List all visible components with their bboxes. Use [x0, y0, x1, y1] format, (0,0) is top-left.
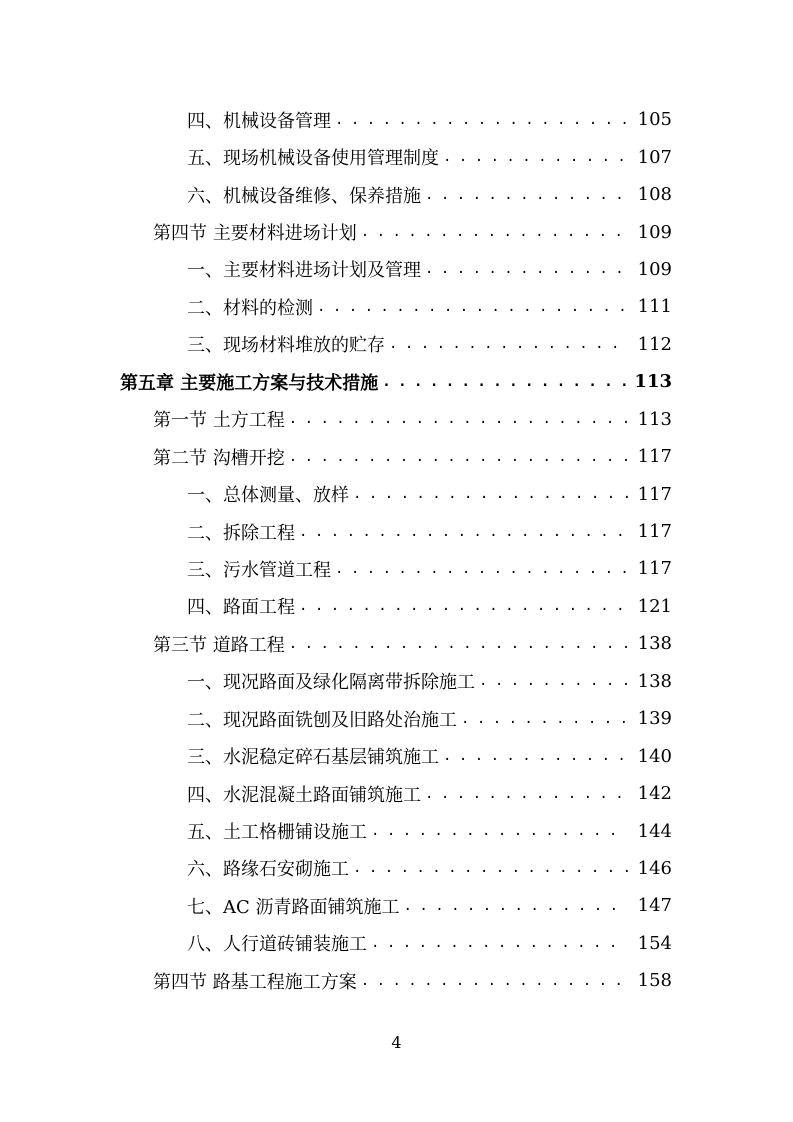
- toc-entry[interactable]: [0, 663, 793, 700]
- toc-entry-label: 八、人行道砖铺装施工: [187, 934, 367, 956]
- toc-entry-page: 121: [637, 595, 672, 617]
- toc-leader-dots: [443, 149, 628, 165]
- toc-entry[interactable]: [0, 513, 793, 550]
- toc-leader-dots: [425, 261, 628, 277]
- toc-entry-page: 138: [637, 670, 672, 692]
- toc-leader-dots: [371, 935, 628, 951]
- toc-entry-label: 第五章 主要施工方案与技术措施: [120, 372, 379, 394]
- toc-leader-dots: [335, 112, 628, 128]
- toc-entry[interactable]: [0, 925, 793, 962]
- page-number: 4: [391, 1033, 402, 1052]
- toc-leader-dots: [299, 524, 628, 540]
- toc-leader-dots: [425, 786, 628, 802]
- toc-leader-dots: [289, 636, 628, 652]
- toc-entry[interactable]: [0, 775, 793, 812]
- toc-leader-dots: [353, 860, 628, 876]
- toc-entry-page: 112: [637, 333, 672, 355]
- toc-entry-page: 144: [637, 820, 672, 842]
- toc-leader-dots: [389, 336, 628, 352]
- toc-entry-page: 140: [637, 745, 672, 767]
- toc-entry-page: 117: [637, 558, 672, 580]
- toc-leader-dots: [371, 823, 628, 839]
- toc-entry-label: 六、机械设备维修、保养措施: [187, 185, 421, 207]
- toc-leader-dots: [382, 374, 628, 390]
- toc-leader-dots: [299, 598, 628, 614]
- toc-leader-dots: [461, 711, 628, 727]
- toc-entry-page: 109: [637, 221, 672, 243]
- toc-entry-label: 第四节 路基工程施工方案: [153, 971, 357, 993]
- toc-entry-page: 117: [637, 446, 672, 468]
- toc-entry[interactable]: [0, 251, 793, 288]
- toc-leader-dots: [317, 299, 628, 315]
- toc-entry-page: 158: [637, 970, 672, 992]
- toc-leader-dots: [289, 411, 628, 427]
- toc-entry[interactable]: [0, 700, 793, 737]
- toc-entry-label: 七、AC 沥青路面铺筑施工: [187, 896, 400, 918]
- toc-entry[interactable]: [0, 438, 793, 475]
- toc-entry-label: 三、污水管道工程: [187, 559, 331, 581]
- toc-entry-label: 一、现况路面及绿化隔离带拆除施工: [187, 672, 475, 694]
- toc-entry-page: 109: [637, 258, 672, 280]
- toc-leader-dots: [335, 561, 628, 577]
- toc-entry[interactable]: [0, 625, 793, 662]
- toc-entry[interactable]: [0, 326, 793, 363]
- toc-entry-page: 147: [637, 895, 672, 917]
- toc-entry[interactable]: [0, 101, 793, 138]
- toc-entry-page: 138: [637, 633, 672, 655]
- toc-entry-label: 二、现况路面铣刨及旧路处治施工: [187, 709, 457, 731]
- toc-entry-page: 142: [637, 783, 672, 805]
- toc-entry[interactable]: [0, 138, 793, 175]
- toc-entry-label: 第三节 道路工程: [153, 634, 285, 656]
- toc-entry[interactable]: [0, 363, 793, 400]
- toc-entry-label: 二、材料的检测: [187, 297, 313, 319]
- toc-entry-label: 五、现场机械设备使用管理制度: [187, 148, 439, 170]
- toc-entry-page: 111: [637, 296, 672, 318]
- toc-entry[interactable]: [0, 550, 793, 587]
- toc-leader-dots: [443, 748, 628, 764]
- toc-entry-page: 146: [637, 857, 672, 879]
- toc-entry[interactable]: [0, 475, 793, 512]
- toc-leader-dots: [361, 973, 628, 989]
- toc-leader-dots: [479, 673, 628, 689]
- toc-leader-dots: [404, 898, 629, 914]
- toc-entry-label: 第四节 主要材料进场计划: [153, 223, 357, 245]
- toc-leader-dots: [361, 224, 628, 240]
- toc-entry-page: 113: [634, 371, 672, 393]
- toc-entry-page: 139: [637, 708, 672, 730]
- toc-leader-dots: [425, 187, 628, 203]
- toc-entry-page: 117: [637, 521, 672, 543]
- toc-entry-page: 117: [637, 483, 672, 505]
- toc-entry-page: 113: [637, 408, 672, 430]
- toc-entry[interactable]: [0, 737, 793, 774]
- toc-entry-label: 六、路缘石安砌施工: [187, 859, 349, 881]
- toc-entry-label: 五、土工格栅铺设施工: [187, 822, 367, 844]
- toc-entry-label: 三、现场材料堆放的贮存: [187, 335, 385, 357]
- toc-entry[interactable]: [0, 588, 793, 625]
- toc-entry-label: 四、机械设备管理: [187, 110, 331, 132]
- toc-entry-page: 154: [637, 932, 672, 954]
- toc-entry[interactable]: [0, 962, 793, 999]
- toc-entry-label: 一、主要材料进场计划及管理: [187, 260, 421, 282]
- toc-entry-page: 105: [637, 109, 672, 131]
- toc-leader-dots: [353, 486, 628, 502]
- toc-entry[interactable]: [0, 850, 793, 887]
- toc-entry-page: 107: [637, 146, 672, 168]
- toc-entry[interactable]: [0, 401, 793, 438]
- toc-entry[interactable]: [0, 213, 793, 250]
- toc-entry[interactable]: [0, 887, 793, 924]
- toc-entry-label: 第二节 沟槽开挖: [153, 447, 285, 469]
- toc-entry-label: 四、水泥混凝土路面铺筑施工: [187, 784, 421, 806]
- toc-entry-label: 四、路面工程: [187, 597, 295, 619]
- toc-entry[interactable]: [0, 812, 793, 849]
- toc-entry-label: 二、拆除工程: [187, 522, 295, 544]
- toc-entry-page: 108: [637, 184, 672, 206]
- toc-entry-label: 第一节 土方工程: [153, 410, 285, 432]
- table-of-contents: [0, 101, 793, 1000]
- toc-entry-label: 三、水泥稳定碎石基层铺筑施工: [187, 747, 439, 769]
- toc-entry[interactable]: [0, 288, 793, 325]
- toc-leader-dots: [289, 449, 628, 465]
- toc-entry[interactable]: [0, 176, 793, 213]
- toc-entry-label: 一、总体测量、放样: [187, 485, 349, 507]
